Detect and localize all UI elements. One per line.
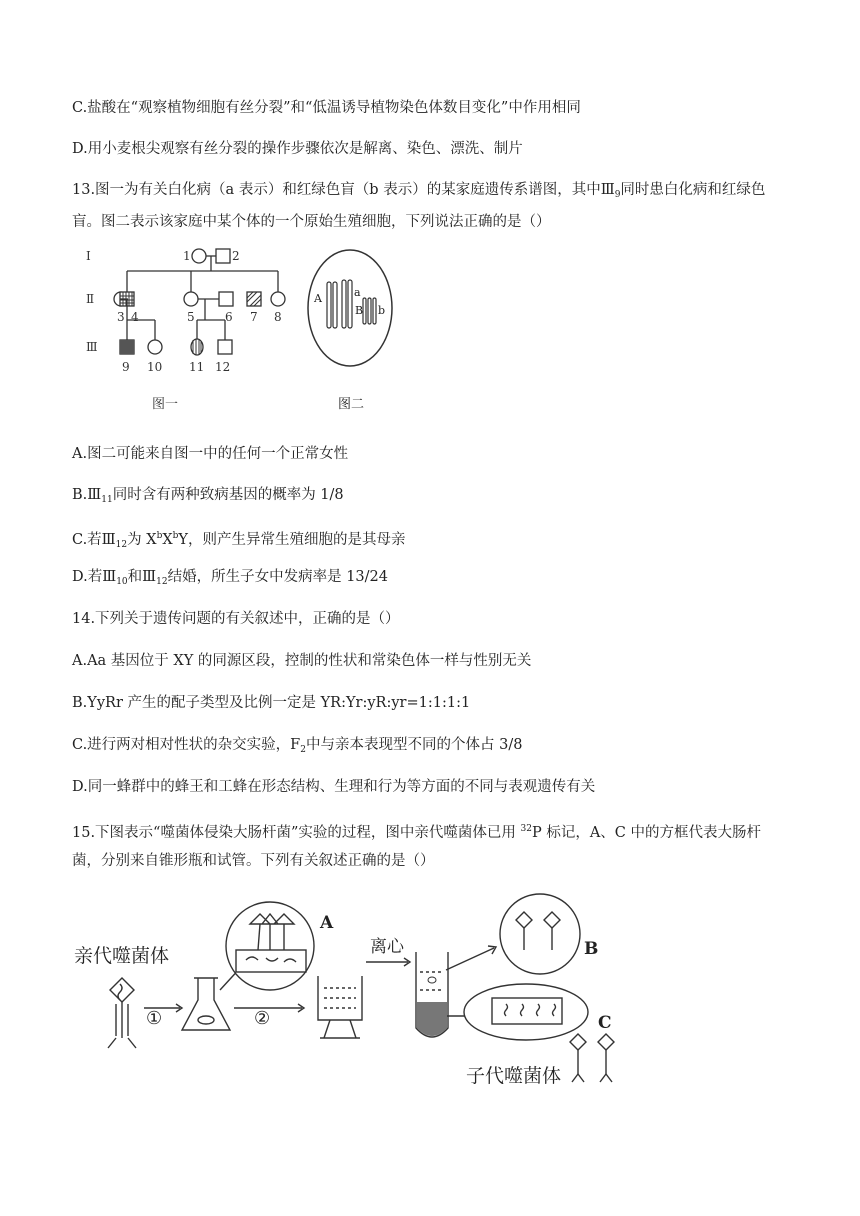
- id-6: 6: [225, 310, 233, 324]
- allele-a: a: [354, 286, 361, 299]
- allele-B: B: [355, 304, 364, 317]
- id-7: 7: [250, 310, 258, 324]
- q14-stem: 14.下列关于遗传问题的有关叙述中，正确的是（）: [72, 611, 400, 627]
- id-5: 5: [187, 310, 195, 324]
- step2-label: ②: [254, 1008, 271, 1029]
- label-A: A: [320, 913, 334, 933]
- label-B: B: [584, 939, 599, 959]
- q13-option-d: D.若$Ⅲ_{10}$和$Ⅲ_{12}$结婚，所生子女中发病率是 13/24: [72, 569, 388, 587]
- q14-option-d: D.同一蜂群中的蜂王和工蜂在形态结构、生理和行为等方面的不同与表观遗传有关: [72, 779, 596, 795]
- germ-cell-figure: [300, 244, 420, 424]
- centrifuge-label: 离心: [370, 937, 404, 957]
- gen-label-2: Ⅱ: [86, 292, 95, 306]
- id-10: 10: [147, 360, 163, 374]
- q13-stem-line1: 13.图一为有关白化病（a 表示）和红绿色盲（b 表示）的某家庭遗传系谱图，其中$Ⅲ_9$同时患白化病和红绿色: [72, 182, 766, 200]
- pedigree-figure: [84, 240, 324, 420]
- phage-experiment-figure: [70, 890, 630, 1100]
- id-12: 12: [215, 360, 231, 374]
- q13-stem-line2: 盲。图二表示该家庭中某个体的一个原始生殖细胞，下列说法正确的是（）: [72, 214, 551, 230]
- allele-b: b: [378, 304, 386, 317]
- q14-option-a: A.Aa 基因位于 XY 的同源区段，控制的性状和常染色体一样与性别无关: [72, 653, 532, 669]
- id-3: 3: [117, 310, 125, 324]
- id-2: 2: [232, 249, 240, 263]
- id-9: 9: [122, 360, 130, 374]
- child-phage-label: 子代噬菌体: [466, 1065, 562, 1087]
- q13-option-a: A.图二可能来自图一中的任何一个正常女性: [72, 446, 349, 462]
- allele-A: A: [314, 292, 322, 305]
- gen-label-1: Ⅰ: [86, 249, 91, 263]
- step1-label: ①: [146, 1008, 163, 1029]
- q14-option-b: B.YyRr 产生的配子类型及比例一定是 YR:Yr:yR:yr=1:1:1:1: [72, 695, 471, 711]
- label-C: C: [598, 1013, 612, 1033]
- figure2-caption: 图二: [338, 397, 365, 412]
- id-8: 8: [274, 310, 282, 324]
- q13-option-c: C.若$Ⅲ_{12}$为 $X^bX^bY$，则产生异常生殖细胞的是其母亲: [72, 531, 406, 550]
- q15-stem-line1: 15.下图表示“噬菌体侵染大肠杆菌”实验的过程，图中亲代噬菌体已用 $^{32}$P 标记，A、C 中的方框代表大肠杆: [72, 824, 761, 841]
- id-4: 4: [131, 310, 139, 324]
- id-1: 1: [183, 249, 191, 263]
- gen-label-3: Ⅲ: [86, 340, 98, 354]
- q14-option-c: C.进行两对相对性状的杂交实验，$F_2$中与亲本表现型不同的个体占 3/8: [72, 737, 523, 755]
- q12-option-c: C.盐酸在“观察植物细胞有丝分裂”和“低温诱导植物染色体数目变化”中作用相同: [72, 100, 581, 116]
- figure1-caption: 图一: [152, 397, 179, 412]
- q13-option-b: $B.Ⅲ_{11}$同时含有两种致病基因的概率为 1/8: [72, 487, 344, 505]
- parent-phage-label: 亲代噬菌体: [74, 945, 170, 967]
- q15-stem-line2: 菌，分别来自锥形瓶和试管。下列有关叙述正确的是（）: [72, 853, 435, 869]
- q12-option-d: D.用小麦根尖观察有丝分裂的操作步骤依次是解离、染色、漂洗、制片: [72, 141, 523, 157]
- id-11: 11: [189, 360, 205, 374]
